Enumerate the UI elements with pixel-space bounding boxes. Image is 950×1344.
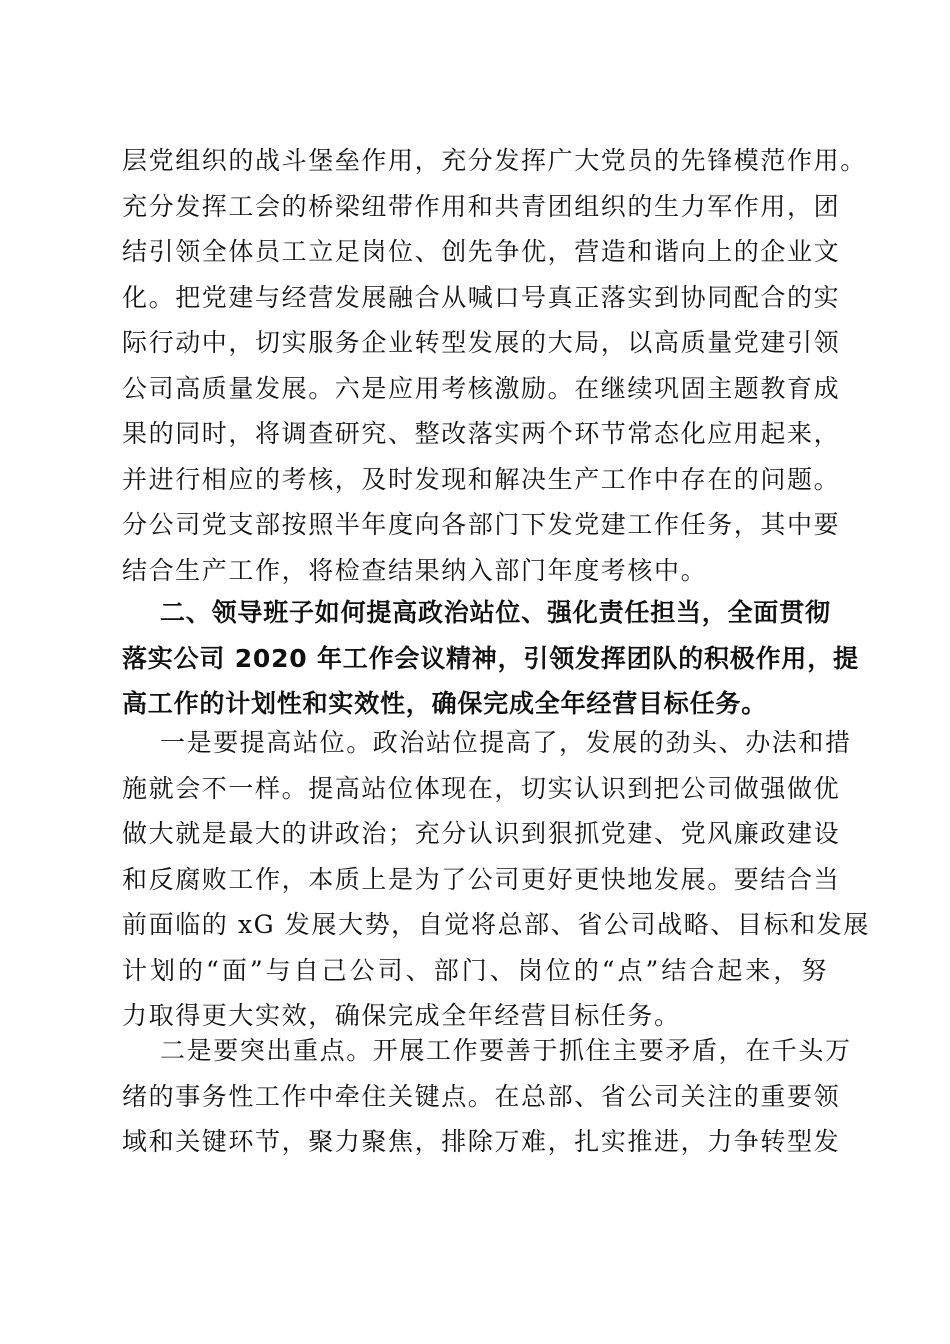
text-line: 结合生产工作，将检查结果纳入部门年度考核中。 (122, 555, 708, 585)
text-line: 施就会不一样。提高站位体现在，切实认识到把公司做强做优 (122, 773, 841, 803)
heading-line: 落实公司 2020 年工作会议精神，引领发挥团队的积极作用，提 (122, 643, 859, 673)
text-line: 计划的“面”与自己公司、部门、岗位的“点”结合起来，努 (122, 955, 828, 985)
paragraph-raise-standing (122, 720, 870, 1039)
text-line: 和反腐败工作，本质上是为了公司更好更快地发展。要结合当 (122, 864, 841, 894)
text-line: 结引领全体员工立足岗位、创先争优，营造和谐向上的企业文 (122, 237, 841, 266)
text-line: 果的同时，将调查研究、整改落实两个环节常态化应用起来， (122, 419, 841, 448)
text-line: 绪的事务性工作中牵住关键点。在总部、省公司关注的重要领 (122, 1081, 841, 1111)
heading-line: 二、领导班子如何提高政治站位、强化责任担当，全面贯彻 (160, 598, 831, 627)
text-line: 域和关键环节，聚力聚焦，排除万难，扎实推进，力争转型发 (122, 1127, 841, 1156)
text-line: 际行动中，切实服务企业转型发展的大局，以高质量党建引领 (122, 328, 841, 357)
paragraph-focus-priorities (122, 1028, 852, 1165)
text-line: 公司高质量发展。六是应用考核激励。在继续巩固主题教育成 (122, 373, 841, 403)
text-line: 分公司党支部按照半年度向各部门下发党建工作任务，其中要 (122, 510, 841, 539)
text-line: 层党组织的战斗堡垒作用，充分发挥广大党员的先锋模范作用。 (122, 146, 867, 175)
text-line: 充分发挥工会的桥梁纽带作用和共青团组织的生力军作用，团 (122, 191, 841, 221)
heading-line: 高工作的计划性和实效性，确保完成全年经营目标任务。 (122, 689, 768, 718)
text-line: 一是要提高站位。政治站位提高了，发展的劲头、办法和措 (160, 728, 852, 757)
text-line: 化。把党建与经营发展融合从喊口号真正落实到协同配合的实 (122, 282, 841, 312)
text-line: 做大就是最大的讲政治；充分认识到狠抓党建、党风廉政建设 (122, 819, 841, 848)
text-line: 并进行相应的考核，及时发现和解决生产工作中存在的问题。 (122, 464, 841, 494)
text-line: 力取得更大实效，确保完成全年经营目标任务。 (122, 1001, 681, 1030)
paragraph-continuation (122, 138, 867, 593)
text-line: 二是要突出重点。开展工作要善于抓住主要矛盾，在千头万 (160, 1036, 852, 1065)
section-heading (122, 590, 859, 727)
text-line: 前面临的 xG 发展大势，自觉将总部、省公司战略、目标和发展 (122, 910, 870, 939)
